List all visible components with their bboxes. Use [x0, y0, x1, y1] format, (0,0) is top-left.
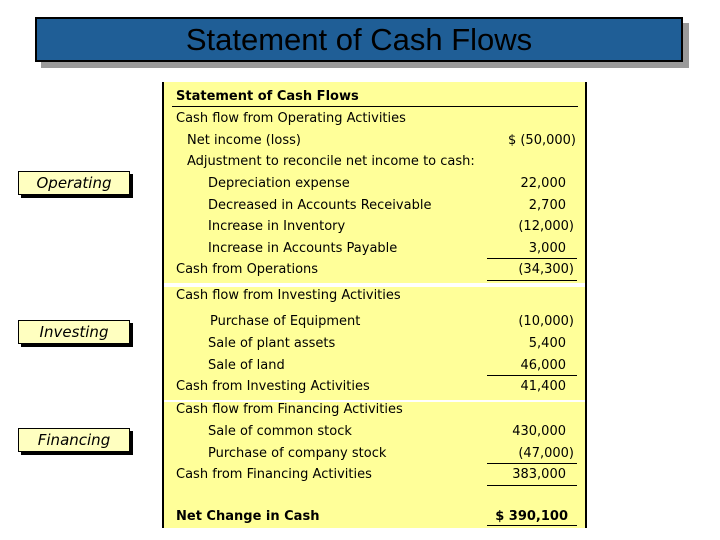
investing-total-label: Cash from Investing Activities	[176, 379, 370, 394]
investing-item-value: (10,000)	[518, 314, 574, 329]
net-change-rule	[487, 525, 577, 526]
financing-label: Financing	[18, 428, 130, 452]
operating-header: Cash flow from Operating Activities	[176, 111, 406, 126]
net-change-label: Net Change in Cash	[176, 509, 320, 524]
financing-total-label: Cash from Financing Activities	[176, 467, 372, 482]
operating-item-label: Increase in Accounts Payable	[208, 241, 398, 256]
operating-total-label: Cash from Operations	[176, 262, 319, 277]
operating-item-value: 22,000	[520, 176, 566, 191]
investing-item-label: Purchase of Equipment	[210, 314, 361, 329]
financing-header: Cash flow from Financing Activities	[176, 402, 403, 417]
operating-item-value: 2,700	[528, 198, 566, 213]
total-rule	[487, 485, 577, 486]
operating-item-value: (12,000)	[518, 219, 574, 234]
investing-item-value: 46,000	[520, 358, 566, 373]
financing-item-value: 430,000	[512, 424, 566, 439]
financing-item-value: (47,000)	[518, 446, 574, 461]
net-income-label: Net income (loss)	[187, 133, 301, 148]
panel-right-border	[585, 82, 587, 528]
operating-item-value: 3,000	[528, 241, 566, 256]
adjustment-label: Adjustment to reconcile net income to cash:	[187, 154, 475, 169]
net-change-value: $ 390,100	[495, 509, 568, 524]
total-rule	[487, 280, 577, 281]
heading-rule	[172, 106, 578, 107]
investing-item-label: Sale of land	[208, 358, 285, 373]
panel-left-border	[162, 82, 164, 528]
financing-total-value: 383,000	[512, 467, 566, 482]
operating-label: Operating	[18, 171, 130, 195]
investing-label: Investing	[18, 320, 130, 344]
subtotal-rule	[487, 463, 577, 464]
slide-title-box	[35, 17, 683, 62]
financing-item-label: Purchase of company stock	[208, 446, 387, 461]
operating-item-label: Decreased in Accounts Receivable	[208, 198, 432, 213]
operating-item-label: Increase in Inventory	[208, 219, 346, 234]
slide-title: Statement of Cash Flows	[185, 21, 533, 57]
financing-item-label: Sale of common stock	[208, 424, 352, 439]
investing-total-value: 41,400	[520, 379, 566, 394]
subtotal-rule	[487, 258, 577, 259]
section-gap	[164, 283, 585, 287]
investing-item-label: Sale of plant assets	[208, 336, 336, 351]
statement-heading: Statement of Cash Flows	[176, 89, 359, 104]
investing-header: Cash flow from Investing Activities	[176, 288, 401, 303]
operating-total-value: (34,300)	[518, 262, 574, 277]
net-income-value: $ (50,000)	[507, 133, 576, 148]
subtotal-rule	[487, 375, 577, 376]
investing-item-value: 5,400	[528, 336, 566, 351]
operating-item-label: Depreciation expense	[208, 176, 350, 191]
